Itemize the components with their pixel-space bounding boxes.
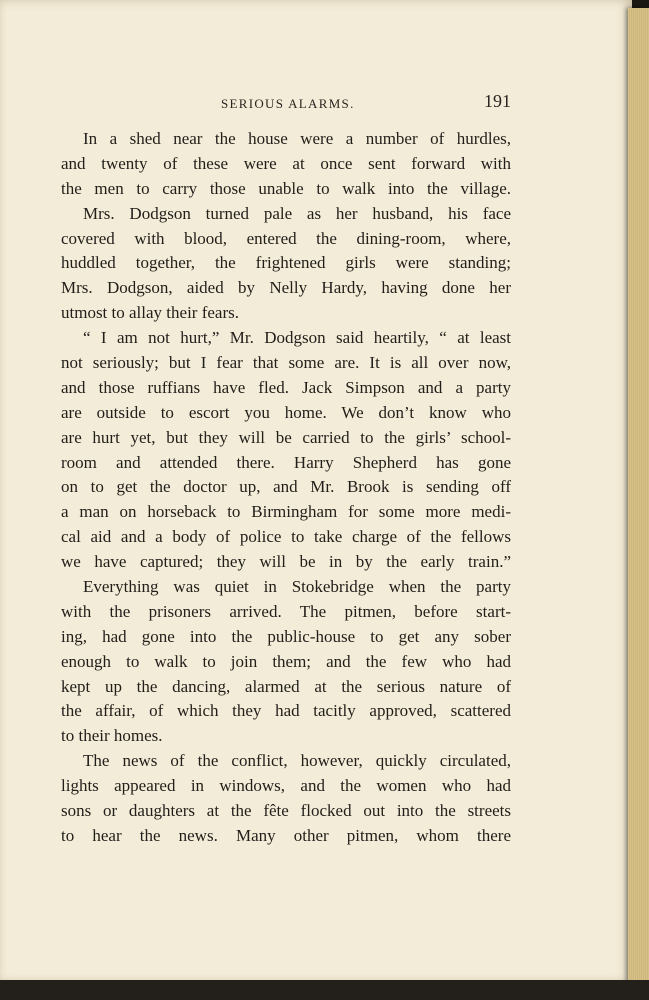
text-line: Mrs. Dodgson turned pale as her husband, his face xyxy=(83,203,511,223)
text-line: huddled together, the frightened girls were standing; xyxy=(61,253,511,273)
text-line: on to get the doctor up, and Mr. Brook is sending off xyxy=(61,477,511,497)
text-line: a man on horseback to Birmingham for some more medi- xyxy=(61,502,511,522)
text-line: kept up the dancing, alarmed at the serious nature of xyxy=(61,676,511,696)
text-line: The news of the conflict, however, quickly circulated, xyxy=(83,751,511,771)
text-line: and twenty of these were at once sent forward with xyxy=(61,153,511,173)
text-line: to hear the news. Many other pitmen, whom there xyxy=(61,825,511,845)
paragraph xyxy=(61,749,511,849)
text-line: we have captured; they will be in by the early train.” xyxy=(61,552,511,572)
running-head: SERIOUS ALARMS. xyxy=(221,96,355,111)
text-line: not seriously; but I fear that some are. It is all over now, xyxy=(61,353,511,373)
text-line: with the prisoners arrived. The pitmen, before start- xyxy=(61,601,511,621)
paragraph xyxy=(61,202,511,326)
paragraph xyxy=(61,575,511,749)
text-line: to their homes. xyxy=(61,726,163,746)
text-line: covered with blood, entered the dining-room, where, xyxy=(61,228,511,248)
text-line: In a shed near the house were a number of hurdles, xyxy=(83,129,511,148)
page-number: 191 xyxy=(484,91,511,111)
paragraph xyxy=(61,127,511,202)
text-line: sons or daughters at the fête flocked out into the streets xyxy=(61,801,511,821)
text-line: the men to carry those unable to walk into the village. xyxy=(61,178,511,198)
text-line: the affair, of which they had tacitly approved, scattered xyxy=(61,701,511,721)
text-line: are hurt yet, but they will be carried to the girls’ school- xyxy=(61,427,511,447)
text-line: Everything was quiet in Stokebridge when the party xyxy=(83,577,511,597)
text-line: and those ruffians have fled. Jack Simpson and a party xyxy=(61,377,511,397)
body-text xyxy=(61,127,511,849)
text-line: are outside to escort you home. We don’t know who xyxy=(61,402,511,422)
text-line: ing, had gone into the public-house to get any sober xyxy=(61,626,511,646)
text-line: utmost to allay their fears. xyxy=(61,303,239,323)
paragraph xyxy=(61,326,511,575)
text-line: enough to walk to join them; and the few who had xyxy=(61,651,511,671)
text-line: room and attended there. Harry Shepherd has gone xyxy=(61,452,511,472)
text-line: cal aid and a body of police to take charge of the fellows xyxy=(61,527,511,547)
book-shadow xyxy=(0,980,649,1000)
text-line: lights appeared in windows, and the women who had xyxy=(61,776,511,796)
text-line: Mrs. Dodgson, aided by Nelly Hardy, having done her xyxy=(61,278,511,298)
text-line: “ I am not hurt,” Mr. Dodgson said heartily, “ at least xyxy=(83,328,511,348)
page-edge xyxy=(628,8,649,993)
